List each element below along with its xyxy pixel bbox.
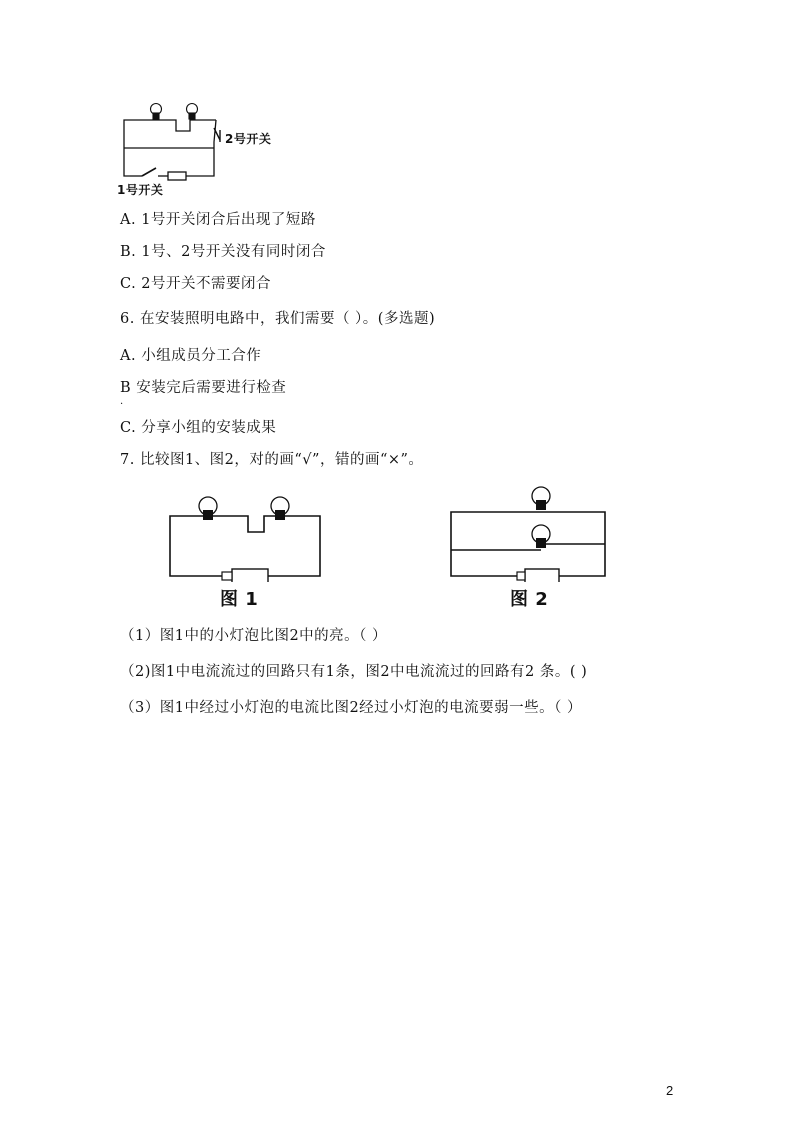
figure-2-caption: 图 2: [510, 589, 549, 610]
switch1-label: 1号开关: [117, 183, 164, 197]
q7-item-3: （3）图1中经过小灯泡的电流比图2经过小灯泡的电流要弱一些。（ ）: [120, 700, 583, 716]
page-number: 2: [666, 1083, 674, 1098]
q7-item-1: （1）图1中的小灯泡比图2中的亮。（ ）: [120, 628, 388, 644]
circuit-figure-2-parallel: [445, 482, 615, 582]
stray-dot: .: [120, 396, 124, 407]
q6-option-c: C. 分享小组的安装成果: [120, 420, 277, 436]
q7-item-2: （2)图1中电流流过的回路只有1条，图2中电流流过的回路有2 条。( ): [120, 664, 588, 680]
q7-stem: 7. 比较图1、图2，对的画“√”，错的画“×”。: [120, 452, 424, 468]
q5-option-c: C. 2号开关不需要闭合: [120, 276, 272, 292]
q5-option-b: B. 1号、2号开关没有同时闭合: [120, 244, 326, 260]
q5-option-a: A. 1号开关闭合后出现了短路: [120, 212, 316, 228]
q6-stem: 6. 在安装照明电路中，我们需要（ ）。(多选题): [120, 311, 436, 327]
q6-option-a: A. 小组成员分工合作: [120, 348, 262, 364]
switch2-label: 2号开关: [225, 132, 272, 146]
q6-option-b: B 安装完后需要进行检查: [120, 380, 287, 396]
figure-1-caption: 图 1: [220, 589, 259, 610]
circuit-figure-1-series: [160, 492, 330, 582]
